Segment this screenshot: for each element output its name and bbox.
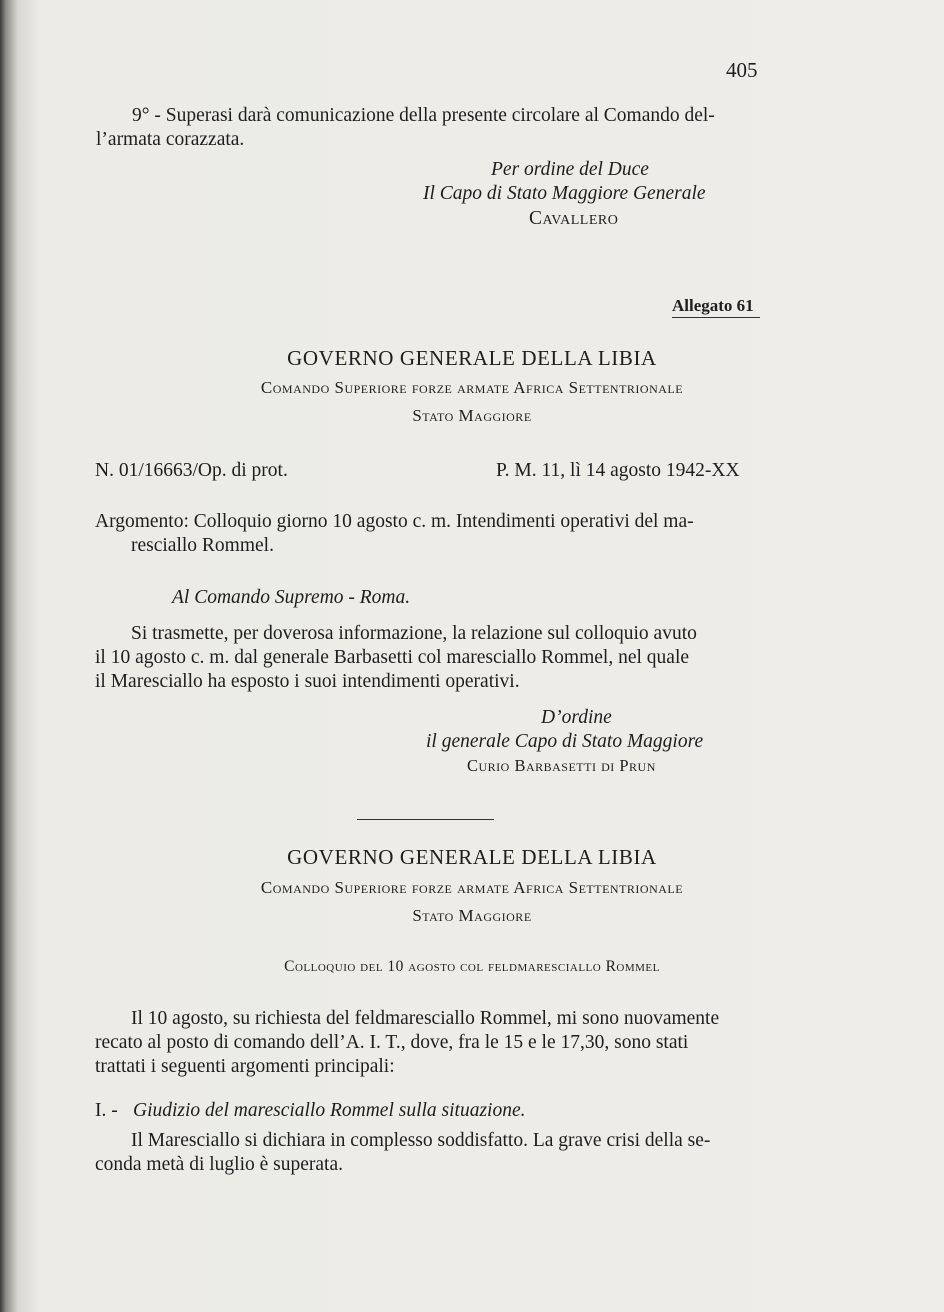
body-1-line-1: Si trasmette, per doverosa informazione, la relazione sul colloquio avuto [131, 623, 697, 644]
signature-line-2: Il Capo di Stato Maggiore Generale [423, 183, 706, 204]
header-1-title: GOVERNO GENERALE DELLA LIBIA [287, 346, 657, 370]
section-divider [357, 819, 494, 820]
signature-2-line-2: il generale Capo di Stato Maggiore [426, 731, 704, 752]
report-title: Colloquio del 10 agosto col feldmaresciallo Rommel [284, 958, 660, 975]
signature-line-1: Per ordine del Duce [491, 159, 649, 180]
subject-line-2: resciallo Rommel. [131, 535, 274, 556]
annex-label: Allegato 61 [672, 296, 754, 315]
body-2-line-1: Il 10 agosto, su richiesta del feldmaresciallo Rommel, mi sono nuovamente [131, 1008, 720, 1029]
signature-name: Cavallero [529, 208, 619, 229]
page-number: 405 [726, 58, 758, 82]
body-3-line-1: Il Maresciallo si dichiara in complesso soddisfatto. La grave crisi della se- [131, 1130, 711, 1151]
protocol-date: P. M. 11, lì 14 agosto 1942-XX [496, 460, 740, 481]
body-2-line-3: trattati i seguenti argomenti principali: [95, 1056, 395, 1077]
signature-2-name: Curio Barbasetti di Prun [467, 756, 656, 775]
body-3-line-2: conda metà di luglio è superata. [95, 1154, 343, 1175]
paragraph-9-line-2: l’armata corazzata. [96, 129, 245, 150]
header-1-subtitle: Comando Superiore forze armate Africa Settentrionale [260, 378, 684, 397]
section-1-number: I. - [95, 1100, 118, 1121]
protocol-number: N. 01/16663/Op. di prot. [95, 460, 288, 481]
header-2-subtitle: Comando Superiore forze armate Africa Settentrionale [260, 878, 684, 897]
body-1-line-3: il Maresciallo ha esposto i suoi intendimenti operativi. [95, 671, 520, 692]
header-2-title: GOVERNO GENERALE DELLA LIBIA [287, 845, 657, 869]
signature-2-line-1: D’ordine [541, 707, 612, 728]
subject-line-1: Argomento: Colloquio giorno 10 agosto c. m. Intendimenti operativi del ma- [95, 511, 694, 532]
header-2-office: Stato Maggiore [412, 906, 532, 925]
body-2-line-2: recato al posto di comando dell’A. I. T., dove, fra le 15 e le 17,30, sono stati [95, 1032, 689, 1053]
header-1-office: Stato Maggiore [412, 406, 532, 425]
paragraph-9-line-1: 9° - Superasi darà comunicazione della presente circolare al Comando del- [132, 105, 715, 126]
addressee: Al Comando Supremo - Roma. [172, 587, 411, 608]
body-1-line-2: il 10 agosto c. m. dal generale Barbasetti col maresciallo Rommel, nel quale [95, 647, 690, 668]
section-1-heading: Giudizio del maresciallo Rommel sulla situazione. [133, 1100, 526, 1121]
annex-underline [672, 317, 760, 318]
